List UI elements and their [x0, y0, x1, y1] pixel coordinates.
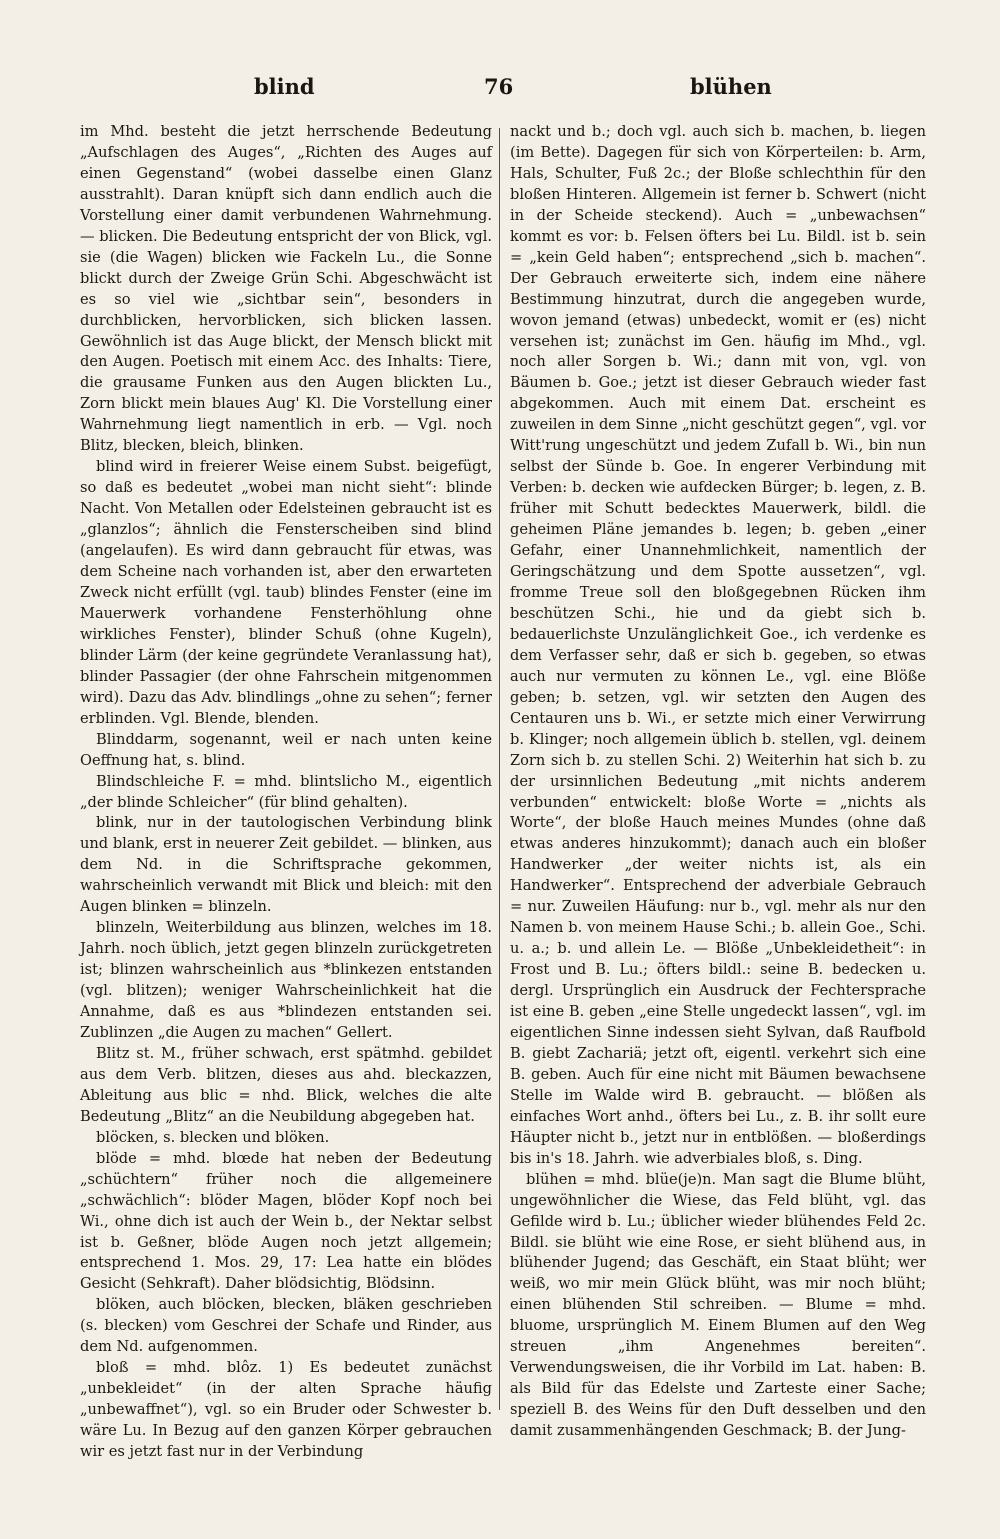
page-number: 76 — [484, 74, 514, 99]
left-column — [80, 122, 492, 1463]
entry-paragraph: blöcken, s. blecken und blöken. — [96, 1128, 330, 1146]
entry-paragraph: im Mhd. besteht die jetzt herrschende Bedeutung „Aufschlagen des Auges“, „Richten des Auges auf einen Gegenstand“ (wobei dasselbe einen Glanz ausstrahlt). Daran knüpft sich dann endlich auch die Vorstellung einer damit verbundenen Wahrnehmung. — blicken. Die Bedeutung entspricht der von Blick, vgl. sie (die Wagen) blicken wie Fackeln Lu., die Sonne blickt durch der Zweige Grün Schi. Abgeschwächt ist es so viel wie „sichtbar sein“, besonders in durchblicken, hervorblicken, sich blicken lassen. Gewöhnlich ist das Auge blickt, der Mensch blickt mit den Augen. Poetisch mit einem Acc. des Inhalts: Tiere, die grausame Funken aus den Augen blickten Lu., Zorn blickt mein blaues Aug' Kl. Die Vorstellung einer Wahrnehmung liegt namentlich in erb. — Vgl. noch Blitz, blecken, bleich, blinken. — [80, 123, 492, 455]
entry-paragraph: Blinddarm, sogenannt, weil er nach unten keine Oeffnung hat, s. blind. — [80, 730, 492, 769]
header-right-catchword: blühen — [690, 74, 772, 99]
column-divider — [499, 128, 500, 1410]
entry-paragraph: blink, nur in der tautologischen Verbindung blink und blank, erst in neuerer Zeit gebildet. — blinken, aus dem Nd. in die Schriftsprache gekommen, wahrscheinlich verwandt mit Blick und bleich: mit den Augen blinken = blinzeln. — [80, 814, 492, 916]
entry-paragraph: Blindschleiche F. = mhd. blintslicho M., eigentlich „der blinde Schleicher“ (für blind gehalten). — [80, 772, 492, 811]
header-left-catchword: blind — [254, 74, 315, 99]
entry-paragraph: blinzeln, Weiterbildung aus blinzen, welches im 18. Jahrh. noch üblich, jetzt gegen blinzeln zurückgetreten ist; blinzen wahrscheinlich aus *blinkezen entstanden (vgl. blitzen); weniger Wahrscheinlichkeit hat die Annahme, daß es aus *blindezen entstanden sei. Zublinzen „die Augen zu machen“ Gellert. — [80, 919, 492, 1041]
entry-paragraph: blühen = mhd. blüe(je)n. Man sagt die Blume blüht, ungewöhnlicher die Wiese, das Feld blüht, vgl. das Gefilde wird b. Lu.; üblicher wieder blühendes Feld 2c. Bildl. sie blüht wie eine Rose, er sieht blühend aus, in blühender Jugend; das Geschäft, ein Staat blüht; wer weiß, wo mir mein Glück blüht, was mir noch blüht; einen blühenden Stil schreiben. — Blume = mhd. bluome, ursprünglich M. Einem Blumen auf den Weg streuen „ihm Angenehmes bereiten“. Verwendungsweisen, die ihr Vorbild im Lat. haben: B. als Bild für das Edelste und Zarteste einer Sache; speziell B. des Weins für den Duft desselben und den damit zusammenhängenden Geschmack; B. der Jung- — [510, 1170, 926, 1440]
entry-paragraph: bloß = mhd. blôz. 1) Es bedeutet zunächst „unbekleidet“ (in der alten Sprache häufig „unbewaffnet“), vgl. so ein Bruder oder Schwester b. wäre Lu. In Bezug auf den ganzen Körper gebrauchen wir es jetzt fast nur in der Verbindung — [80, 1359, 492, 1461]
entry-paragraph: blind wird in freierer Weise einem Subst. beigefügt, so daß es bedeutet „wobei man nicht sieht“: blinde Nacht. Von Metallen oder Edelsteinen gebraucht ist es „glanzlos“; ähnlich die Fensterscheiben sind blind (angelaufen). Es wird dann gebraucht für etwas, was dem Scheine nach vorhanden ist, aber den erwarteten Zweck nicht erfüllt (vgl. taub) blindes Fenster (eine im Mauerwerk vorhandene Fensterhöhlung ohne wirkliches Fenster), blinder Schuß (ohne Kugeln), blinder Lärm (der keine gegründete Veranlassung hat), blinder Passagier (der ohne Fahrschein mitgenommen wird). Dazu das Adv. blindlings „ohne zu sehen“; ferner erblinden. Vgl. Blende, blenden. — [80, 458, 492, 727]
entry-paragraph: Blitz st. M., früher schwach, erst spätmhd. gebildet aus dem Verb. blitzen, dieses aus ahd. bleckazzen, Ableitung aus blic = nhd. Blick, welches die alte Bedeutung „Blitz“ an die Neubildung abgegeben hat. — [80, 1044, 492, 1125]
running-header — [80, 74, 924, 110]
entry-paragraph: blöken, auch blöcken, blecken, bläken geschrieben (s. blecken) vom Geschrei der Schafe und Rinder, aus dem Nd. aufgenommen. — [80, 1296, 492, 1356]
entry-paragraph: blöde = mhd. blœde hat neben der Bedeutung „schüchtern“ früher noch die allgemeinere „schwächlich“: blöder Magen, blöder Kopf noch bei Wi., ohne dich ist auch der Wein b., der Nektar selbst ist b. Geßner, blöde Augen noch jetzt allgemein; entsprechend 1. Mos. 29, 17: Lea hatte ein blödes Gesicht (Sehkraft). Daher blödsichtig, Blödsinn. — [80, 1149, 492, 1293]
right-column — [510, 122, 926, 1442]
entry-paragraph: nackt und b.; doch vgl. auch sich b. machen, b. liegen (im Bette). Dagegen für sich von Körperteilen: b. Arm, Hals, Schulter, Fuß 2c.; der Bloße schlechthin für den bloßen Hinteren. Allgemein ist ferner b. Schwert (nicht in der Scheide steckend). Auch = „unbewachsen“ kommt es vor: b. Felsen öfters bei Lu. Bildl. ist b. sein = „kein Geld haben“; entsprechend „sich b. machen“. Der Gebrauch erweiterte sich, indem eine nähere Bestimmung hinzutrat, durch die angegeben wurde, wovon jemand (etwas) unbedeckt, womit er (es) nicht versehen ist; zunächst im Gen. häufig im Mhd., vgl. noch aller Sorgen b. Wi.; dann mit von, vgl. von Bäumen b. Goe.; jetzt ist dieser Gebrauch wieder fast abgekommen. Auch mit einem Dat. erscheint es zuweilen in dem Sinne „nicht geschützt gegen“, vgl. vor Witt'rung ungeschützt und jedem Zufall b. Wi., bin nun selbst der Sünde b. Goe. In engerer Verbindung mit Verben: b. decken wie aufdecken Bürger; b. legen, z. B. früher mit Schutt bedecktes Mauerwerk, bildl. die geheimen Pläne jemandes b. legen; b. geben „einer Gefahr, einer Unannehmlichkeit, namentlich der Geringschätzung und dem Spotte aussetzen“, vgl. fromme Treue soll den bloßgegebnen Rücken ihm beschützen Schi., hie und da giebt sich b. bedauerlichste Unzulänglichkeit Goe., ich verdenke es dem Verfasser sehr, daß er sich b. gegeben, so etwas auch nur vermuten zu können Le., vgl. eine Blöße geben; b. setzen, vgl. wir setzten den Augen des Centauren uns b. Wi., er setzte mich einer Verwirrung b. Klinger; noch allgemein üblich b. stellen, vgl. deinem Zorn sich b. zu stellen Schi. 2) Weiterhin hat sich b. zu der ursinnlichen Bedeutung „mit nichts anderem verbunden“ entwickelt: bloße Worte = „nichts als Worte“, der bloße Hauch meines Mundes (ohne daß etwas anderes hinzukommt); danach auch ein bloßer Handwerker „der weiter nichts ist, als ein Handwerker“. Entsprechend der adverbiale Gebrauch = nur. Zuweilen Häufung: nur b., vgl. mehr als nur den Namen b. von meinem Hause Schi.; b. allein Goe., Schi. u. a.; b. und allein Le. — Blöße „Unbekleidetheit“: in Frost und B. Lu.; öfters bildl.: seine B. bedecken u. dergl. Ursprünglich ein Ausdruck der Fechtersprache ist eine B. geben „eine Stelle ungedeckt lassen“, vgl. im eigentlichen Sinne indessen sieht Sylvan, daß Raufbold B. giebt Zachariä; jetzt oft, eigentl. verkehrt sich eine B. geben. Auch für eine nicht mit Bäumen bewachsene Stelle im Walde wird B. gebraucht. — blößen als einfaches Wort anhd., öfters bei Lu., z. B. ihr sollt eure Häupter nicht b., jetzt nur in entblößen. — bloßerdings bis in's 18. Jahrh. wie adverbiales bloß, s. Ding. — [510, 123, 926, 1167]
